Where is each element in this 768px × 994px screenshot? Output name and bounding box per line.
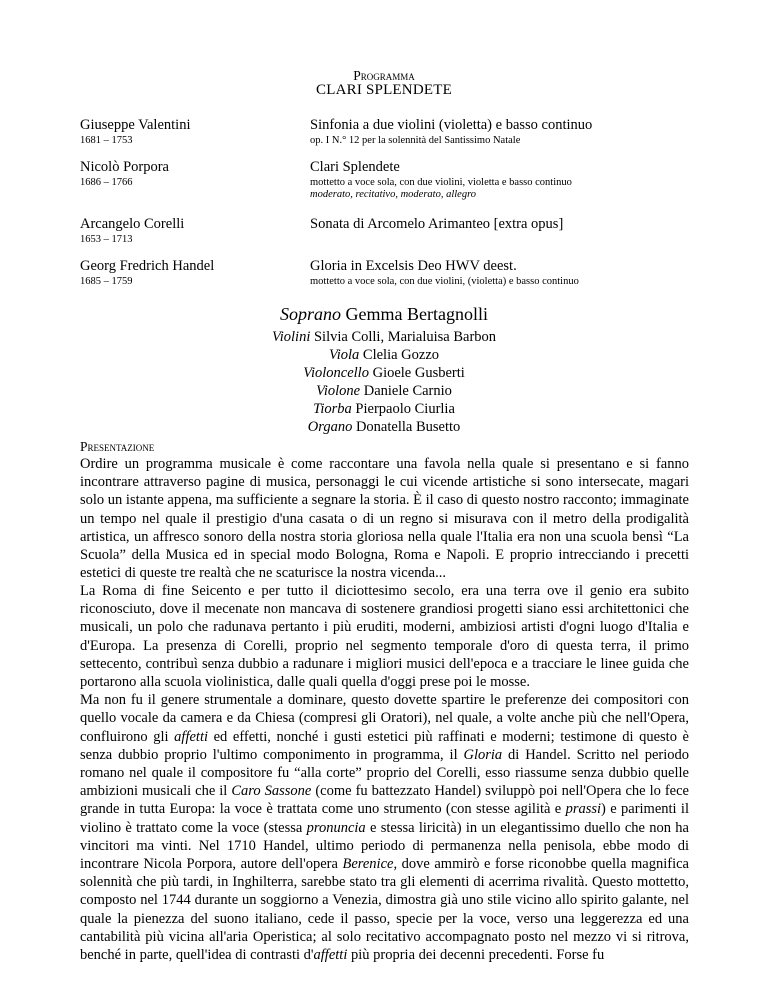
performer-name: Silvia Colli, Marialuisa Barbon [313,329,497,345]
performer-line [0,364,768,382]
program-label: Programma [353,68,415,83]
composer-dates: 1653 – 1713 [80,234,133,245]
performer-name: Daniele Carnio [363,383,452,399]
composer-name: Nicolò Porpora [80,159,169,175]
work-title: Clari Splendete [310,159,400,175]
performer-line [0,418,768,436]
work-title: Sinfonia a due violini (violetta) e basso continuo [310,117,593,133]
performer-role: Viola [328,347,360,363]
composer-name: Giuseppe Valentini [80,117,191,133]
presentation-paragraph-1 [80,455,689,582]
presentation-paragraph-2 [80,582,689,964]
paragraph-text: La Roma di fine Seicento e per tutto il diciottesimo secolo, era una terra ove il genio era subito riconosciuto, dove il mecenate non mancava di sostenere grandiosi progetti siano essi architettonici che musicali, un polo che radunava pertanto i più eruditi, moderni, ambiziosi artisti d'ogni luogo d'Italia e d'Europa. La presenza di Corelli, proprio nel segmento temporale d'oro di questa terra, il primo settecento, contribuì senza dubbio a radunare i migliori musici dell'epoca e a tracciare le linee guida che portarono alla scuola violinistica, dalle quali quella d'oggi prese poi le mosse. [80,583,689,691]
performer-role: Tiorba [313,401,352,417]
performer-name: Donatella Busetto [355,419,461,435]
paragraph-text: Ordire un programma musicale è come raccontare una favola nella quale si presentano e si fanno incontrare attraverso pagine di musica, personaggi le cui vicende artistiche si sono intersecate, magari solo un istante appena, ma sufficiente a segnare la storia. È il caso di questo nostro racconto; immaginate un tempo nel quale il prestigio d'una casata o di un regno si misurava con il metro della prodigalità artistica, un affresco sonoro della nostra storia gloriosa nella quale l'Italia era non una scuola bensì “La Scuola” della Musica ed in special modo Bologna, Roma e Napoli. E proprio intrecciando i precetti estetici di queste tre realtà che ne scaturisce la nostra vicenda... [80,456,689,582]
work-movements: moderato, recitativo, moderato, allegro [310,189,477,200]
composer-name: Georg Fredrich Handel [80,258,215,274]
presentation-label: Presentazione [80,439,155,454]
performers-list [0,328,768,436]
paragraph-text: Ma non fu il genere strumentale a dominare, questo dovette spartire le preferenze dei compositori con quello vocale da camera e da Chiesa (compresi gli Oratori), nel quale, a volte anche più che nell'Opera, confluirono gli affetti ed effetti, nonché i gusti estetici più raffinati e moderni; testimone di questo è senza dubbio proprio l'ultimo componimento in programma, il Gloria di Handel. Scritto nel periodo romano nel quale il compositore fu “alla corte” proprio del Corelli, esso riassume senza dubbio quelle ambizioni musicali che il Caro Sassone (come fu battezzato Handel) sviluppò poi nell'Opera che lo fece grande in tutta Europa: la voce è trattata come uno strumento (con stesse agilità e prassi) e parimenti il violino è trattato come la voce (stessa pronuncia e stessa liricità) in un elegantissimo duello che non ha vincitori ma vinti. Nel 1710 Handel, ultimo periodo di permanenza nella penisola, ebbe modo di incontrare Nicola Porpora, autore dell'opera Berenice, dove ammirò e forse riconobbe quella magnifica solennità che più tardi, in Inghilterra, sarebbe stato tra gli elementi di acerrima rivalità. Questo mottetto, composto nel 1744 durante un soggiorno a Venezia, dimostra già uno stile vicino allo spirito galante, nel quale la pienezza del suono italiano, cede il passo, specie per la voce, verso una leggerezza ed una cantabilità più vicina all'aria Operistica; al solo recitativo accompagnato posto nel mezzo vi si ritrova, benché in parte, quell'idea di contrasti d'affetti più propria dei decenni precedenti. Forse fu [80,692,689,964]
performer-line [0,346,768,364]
performer-name: Pierpaolo Ciurlia [355,401,455,417]
performer-line [0,400,768,418]
performer-name: Gioele Gusberti [372,365,465,381]
performer-line [0,382,768,400]
work-note: mottetto a voce sola, con due violini, (violetta) e basso continuo [310,276,579,287]
composer-dates: 1681 – 1753 [80,135,133,146]
work-note: op. I N.° 12 per la solennità del Santissimo Natale [310,135,521,146]
soloist-role: Soprano [280,304,342,324]
composer-dates: 1686 – 1766 [80,177,133,188]
program-title: CLARI SPLENDETE [316,82,452,98]
performer-role: Violini [271,329,311,345]
performer-role: Violone [316,383,361,399]
soloist-name: Gemma Bertagnolli [345,304,488,324]
performer-line [0,328,768,346]
work-title: Gloria in Excelsis Deo HWV deest. [310,258,517,274]
performer-role: Violoncello [303,365,369,381]
composer-dates: 1685 – 1759 [80,276,133,287]
work-title: Sonata di Arcomelo Arimanteo [extra opus] [310,216,564,232]
work-note: mottetto a voce sola, con due violini, violetta e basso continuo [310,177,572,188]
composer-name: Arcangelo Corelli [80,216,185,232]
performer-name: Clelia Gozzo [362,347,440,363]
soloist [0,304,768,325]
performer-role: Organo [307,419,353,435]
